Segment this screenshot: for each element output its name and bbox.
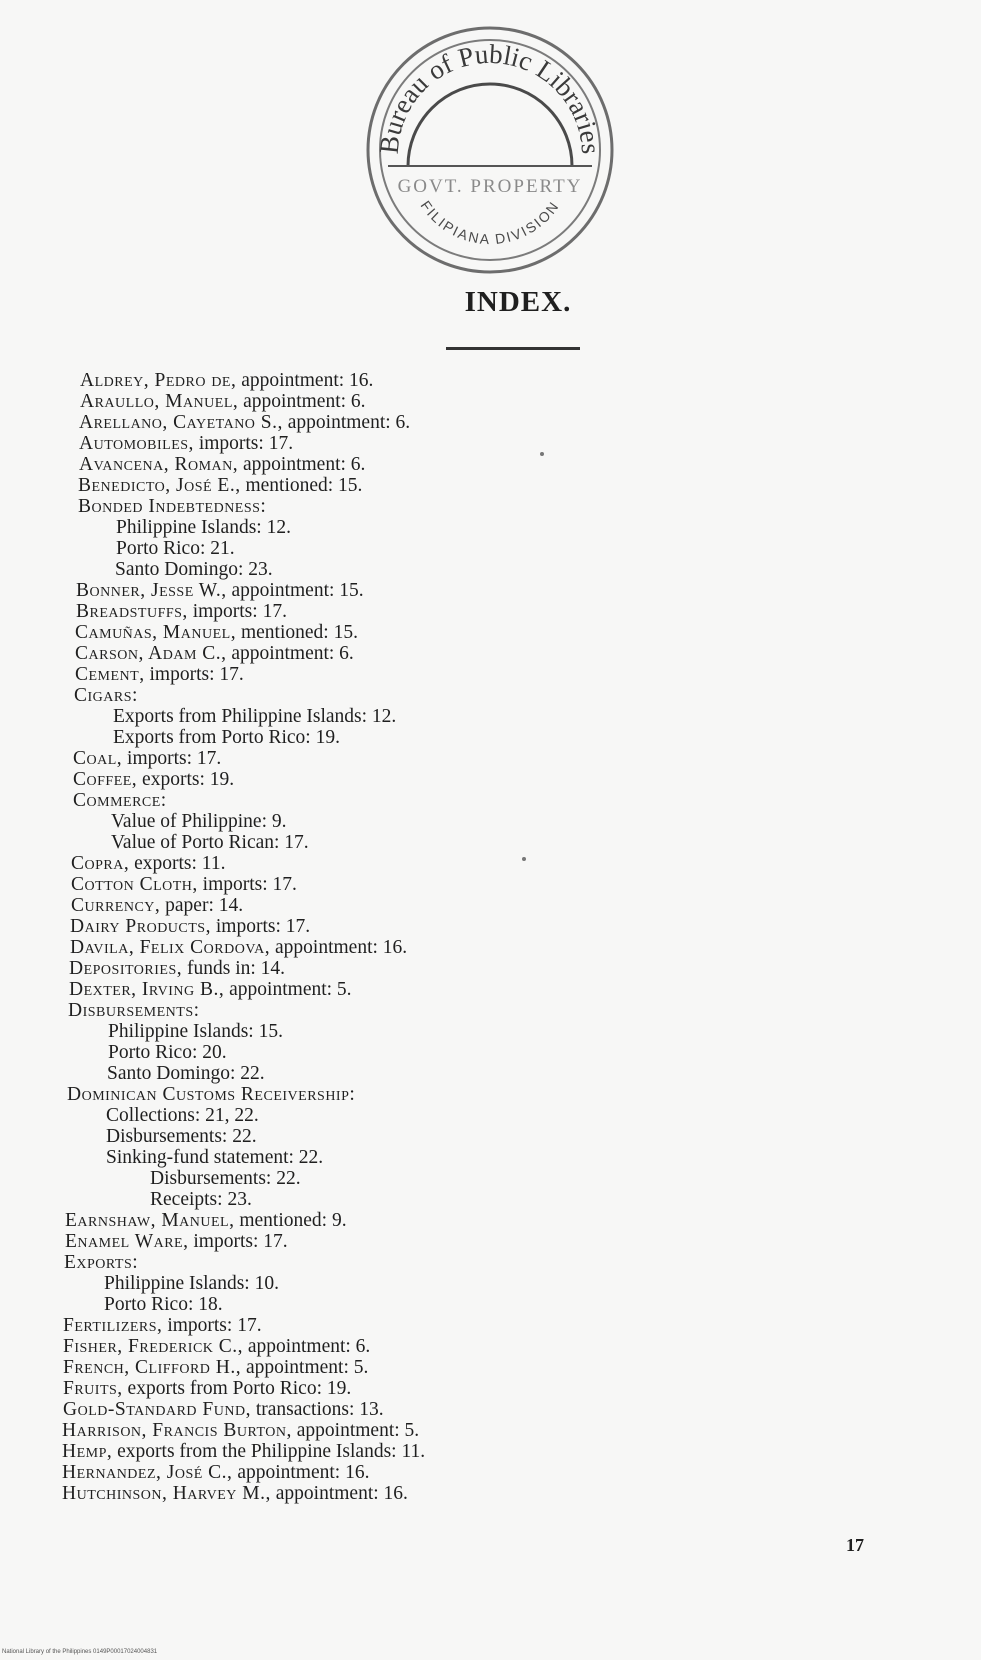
entry-heading: Fisher, Frederick C.,	[63, 1336, 244, 1357]
entry-detail: Porto Rico: 21.	[116, 538, 235, 559]
svg-text:FILIPIANA DIVISION	[418, 198, 563, 248]
entry-detail: imports: 17.	[187, 601, 287, 622]
index-entry	[150, 1168, 301, 1190]
index-entry	[73, 769, 234, 791]
entry-detail: Value of Porto Rican: 17.	[111, 832, 309, 853]
entry-heading: Fertilizers,	[63, 1315, 163, 1336]
entry-detail: exports: 11.	[129, 853, 226, 874]
index-entry	[108, 1042, 227, 1064]
entry-detail: Porto Rico: 18.	[104, 1294, 223, 1315]
stamp-bottom-text: FILIPIANA DIVISION	[417, 197, 563, 248]
svg-text:Bureau of Public Libraries	[374, 39, 606, 155]
stamp-middle-text: GOVT. PROPERTY	[397, 176, 583, 197]
entry-heading: Copra,	[71, 853, 130, 874]
index-entry	[111, 811, 286, 833]
index-entry	[63, 1357, 368, 1379]
index-entry	[79, 433, 293, 455]
index-entry	[69, 979, 352, 1001]
entry-detail: appointment: 16.	[270, 1483, 408, 1504]
entry-heading: Earnshaw, Manuel,	[65, 1210, 235, 1231]
entry-heading: Disbursements:	[68, 1000, 200, 1021]
entry-detail: Porto Rico: 20.	[108, 1042, 227, 1063]
entry-detail: appointment: 15.	[226, 580, 364, 601]
entry-heading: Arellano, Cayetano S.,	[79, 412, 283, 433]
entry-heading: Fruits,	[63, 1378, 123, 1399]
page-number: 17	[846, 1535, 864, 1555]
index-entry	[74, 685, 138, 707]
entry-heading: Depositories,	[69, 958, 183, 979]
index-entry	[73, 790, 167, 812]
index-entry	[63, 1399, 384, 1421]
entry-heading: Hemp,	[62, 1441, 113, 1462]
title-divider	[446, 347, 580, 350]
entry-detail: appointment: 6.	[282, 412, 411, 433]
index-entry	[79, 454, 365, 476]
entry-detail: mentioned: 15.	[240, 475, 363, 496]
index-entry	[75, 664, 244, 686]
entry-heading: Davila, Felix Cordova,	[70, 937, 271, 958]
index-entry	[106, 1126, 257, 1148]
index-entry	[108, 1021, 283, 1043]
index-entry	[70, 916, 310, 938]
index-entry	[104, 1294, 223, 1316]
index-entry	[62, 1483, 408, 1505]
index-entry	[104, 1273, 279, 1295]
entry-detail: Philippine Islands: 12.	[116, 517, 291, 538]
entry-detail: appointment: 16.	[232, 1462, 370, 1483]
entry-detail: funds in: 14.	[182, 958, 286, 979]
entry-detail: mentioned: 15.	[236, 622, 358, 643]
entry-heading: Bonner, Jesse W.,	[76, 580, 227, 601]
entry-detail: Philippine Islands: 10.	[104, 1273, 279, 1294]
entry-heading: Dexter, Irving B.,	[69, 979, 225, 1000]
entry-detail: Exports from Porto Rico: 19.	[113, 727, 340, 748]
entry-detail: imports: 17.	[144, 664, 244, 685]
entry-heading: Cement,	[75, 664, 145, 685]
index-entry	[67, 1084, 355, 1106]
entry-heading: Dominican Customs Receivership:	[67, 1084, 356, 1105]
entry-detail: Santo Domingo: 23.	[115, 559, 273, 580]
entry-detail: imports: 17.	[162, 1315, 262, 1336]
index-entry	[73, 748, 221, 770]
entry-detail: Exports from Philippine Islands: 12.	[113, 706, 397, 727]
index-entry	[78, 496, 266, 518]
entry-detail: appointment: 16.	[236, 370, 374, 391]
entry-heading: Dairy Products,	[70, 916, 211, 937]
entry-heading: Harrison, Francis Burton,	[62, 1420, 292, 1441]
entry-detail: appointment: 6.	[238, 454, 366, 475]
index-entry	[62, 1441, 425, 1463]
index-entry	[75, 622, 358, 644]
entry-heading: Carson, Adam C.,	[75, 643, 227, 664]
entry-detail: appointment: 6.	[226, 643, 354, 664]
entry-detail: Santo Domingo: 22.	[107, 1063, 265, 1084]
entry-detail: appointment: 6.	[238, 391, 366, 412]
index-entry	[71, 874, 297, 896]
index-entry	[71, 853, 225, 875]
library-stamp	[360, 20, 620, 280]
entry-detail: paper: 14.	[160, 895, 244, 916]
index-entry	[76, 580, 364, 602]
entry-heading: Bonded Indebtedness:	[78, 496, 267, 517]
index-entry	[71, 895, 243, 917]
index-entry	[116, 517, 291, 539]
index-entry	[116, 538, 235, 560]
entry-heading: Coffee,	[73, 769, 138, 790]
entry-detail: transactions: 13.	[250, 1399, 384, 1420]
index-entry	[70, 937, 407, 959]
index-entry	[106, 1105, 259, 1127]
entry-heading: Hernandez, José C.,	[62, 1462, 233, 1483]
entry-heading: Hutchinson, Harvey M.,	[62, 1483, 271, 1504]
entry-detail: exports from the Philippine Islands: 11.	[112, 1441, 426, 1462]
entry-heading: French, Clifford H.,	[63, 1357, 242, 1378]
entry-heading: Gold-Standard Fund,	[63, 1399, 251, 1420]
entry-heading: Coal,	[73, 748, 123, 769]
entry-detail: imports: 17.	[197, 874, 297, 895]
stamp-seal-icon	[360, 20, 620, 280]
index-entry	[113, 727, 340, 749]
index-entry	[75, 643, 354, 665]
index-entry	[113, 706, 396, 728]
index-entry	[63, 1315, 262, 1337]
entry-detail: appointment: 5.	[224, 979, 352, 1000]
entry-detail: exports from Porto Rico: 19.	[122, 1378, 352, 1399]
index-entry	[62, 1420, 419, 1442]
scan-speck	[540, 452, 544, 456]
entry-heading: Aldrey, Pedro de,	[80, 370, 237, 391]
entry-heading: Automobiles,	[79, 433, 194, 454]
entry-detail: appointment: 6.	[243, 1336, 371, 1357]
entry-heading: Currency,	[71, 895, 161, 916]
entry-detail: Disbursements: 22.	[150, 1168, 301, 1189]
index-entry	[80, 370, 373, 392]
index-entry	[63, 1378, 351, 1400]
entry-heading: Avancena, Roman,	[79, 454, 239, 475]
entry-heading: Araullo, Manuel,	[80, 391, 239, 412]
entry-detail: imports: 17.	[210, 916, 311, 937]
scan-footer: National Library of the Philippines 0149P00017024004831	[2, 1649, 158, 1655]
entry-detail: Receipts: 23.	[150, 1189, 252, 1210]
index-entry	[69, 958, 285, 980]
entry-detail: mentioned: 9.	[234, 1210, 347, 1231]
index-entry	[64, 1252, 138, 1274]
entry-detail: imports: 17.	[188, 1231, 288, 1252]
entry-detail: imports: 17.	[193, 433, 294, 454]
entry-detail: appointment: 16.	[270, 937, 408, 958]
entry-detail: appointment: 5.	[291, 1420, 420, 1441]
entry-heading: Commerce:	[73, 790, 167, 811]
entry-heading: Cigars:	[74, 685, 138, 706]
index-entry	[62, 1462, 369, 1484]
scan-speck	[522, 857, 526, 861]
index-entry	[65, 1210, 347, 1232]
page-title: INDEX.	[464, 286, 572, 318]
entry-detail: Value of Philippine: 9.	[111, 811, 287, 832]
entry-heading: Cotton Cloth,	[71, 874, 198, 895]
index-entry	[63, 1336, 370, 1358]
index-entry	[78, 475, 362, 497]
index-entry	[80, 391, 366, 413]
entry-detail: Philippine Islands: 15.	[108, 1021, 283, 1042]
entry-detail: imports: 17.	[122, 748, 222, 769]
entry-detail: Collections: 21, 22.	[106, 1105, 259, 1126]
index-entry	[79, 412, 410, 434]
index-entry	[106, 1147, 323, 1169]
index-entry	[111, 832, 309, 854]
index-entry	[65, 1231, 288, 1253]
index-entry	[107, 1063, 265, 1085]
entry-heading: Exports:	[64, 1252, 139, 1273]
index-entry	[76, 601, 287, 623]
index-entry	[115, 559, 273, 581]
entry-detail: Disbursements: 22.	[106, 1126, 257, 1147]
stamp-top-text: Bureau of Public Libraries	[373, 38, 607, 156]
entry-heading: Camuñas, Manuel,	[75, 622, 237, 643]
index-entry	[150, 1189, 252, 1211]
index-entry	[68, 1000, 200, 1022]
entry-heading: Benedicto, José E.,	[78, 475, 241, 496]
entry-detail: appointment: 5.	[241, 1357, 369, 1378]
entry-detail: Sinking-fund statement: 22.	[106, 1147, 324, 1168]
entry-heading: Enamel Ware,	[65, 1231, 189, 1252]
entry-detail: exports: 19.	[137, 769, 235, 790]
entry-heading: Breadstuffs,	[76, 601, 188, 622]
